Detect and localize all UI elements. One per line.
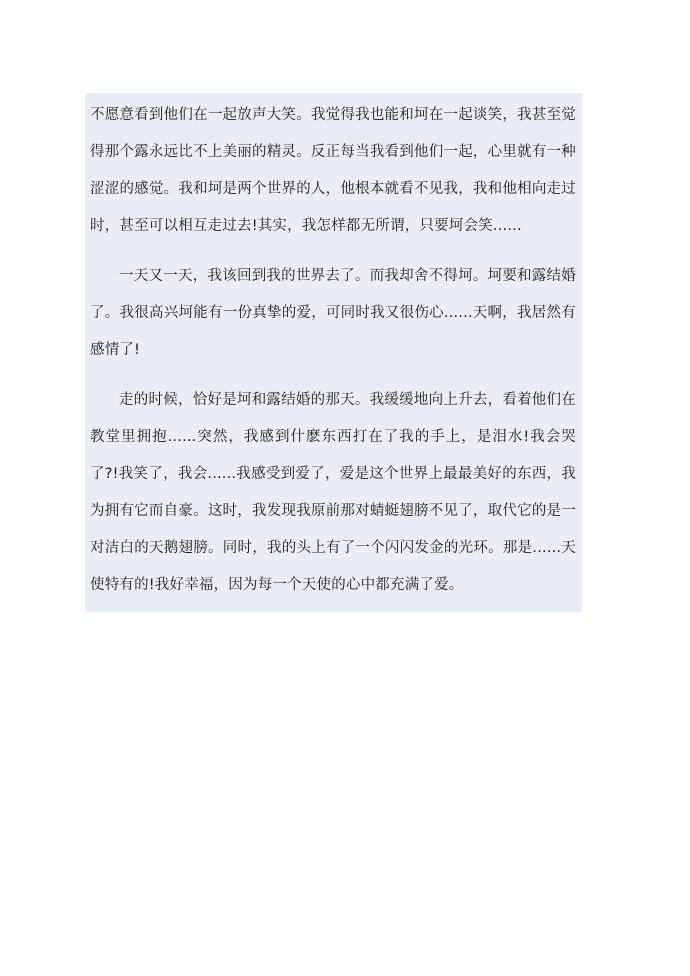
paragraph-3: 走的时候，恰好是坷和露结婚的那天。我缓缓地向上升去，看着他们在教堂里拥抱......突然，我感到什麽东西打在了我的手上，是泪水!我会哭了?!我笑了，我会......我感受到爱了，爱是这个世界上最最美好的东西，我为拥有它而自豪。这时，我发现我原前那对蜻蜓翅膀不见了，取代它的是一对洁白的天鹅翅膀。同时，我的头上有了一个闪闪发金的光环。那是......天使特有的!我好幸福，因为每一个天使的心中都充满了爱。: [90, 392, 576, 593]
highlighted-text-block: [85, 93, 582, 612]
paragraph-1: 不愿意看到他们在一起放声大笑。我觉得我也能和坷在一起谈笑，我甚至觉得那个露永远比不上美丽的精灵。反正每当我看到他们一起，心里就有一种涩涩的感觉。我和坷是两个世界的人，他根本就看不见我，我和他相向走过时，甚至可以相互走过去!其实，我怎样都无所谓，只要坷会笑......: [90, 107, 576, 234]
paragraph-2: 一天又一天，我该回到我的世界去了。而我却舍不得坷。坷要和露结婚了。我很高兴坷能有一份真挚的爱，可同时我又很伤心......天啊，我居然有感情了!: [90, 268, 576, 358]
